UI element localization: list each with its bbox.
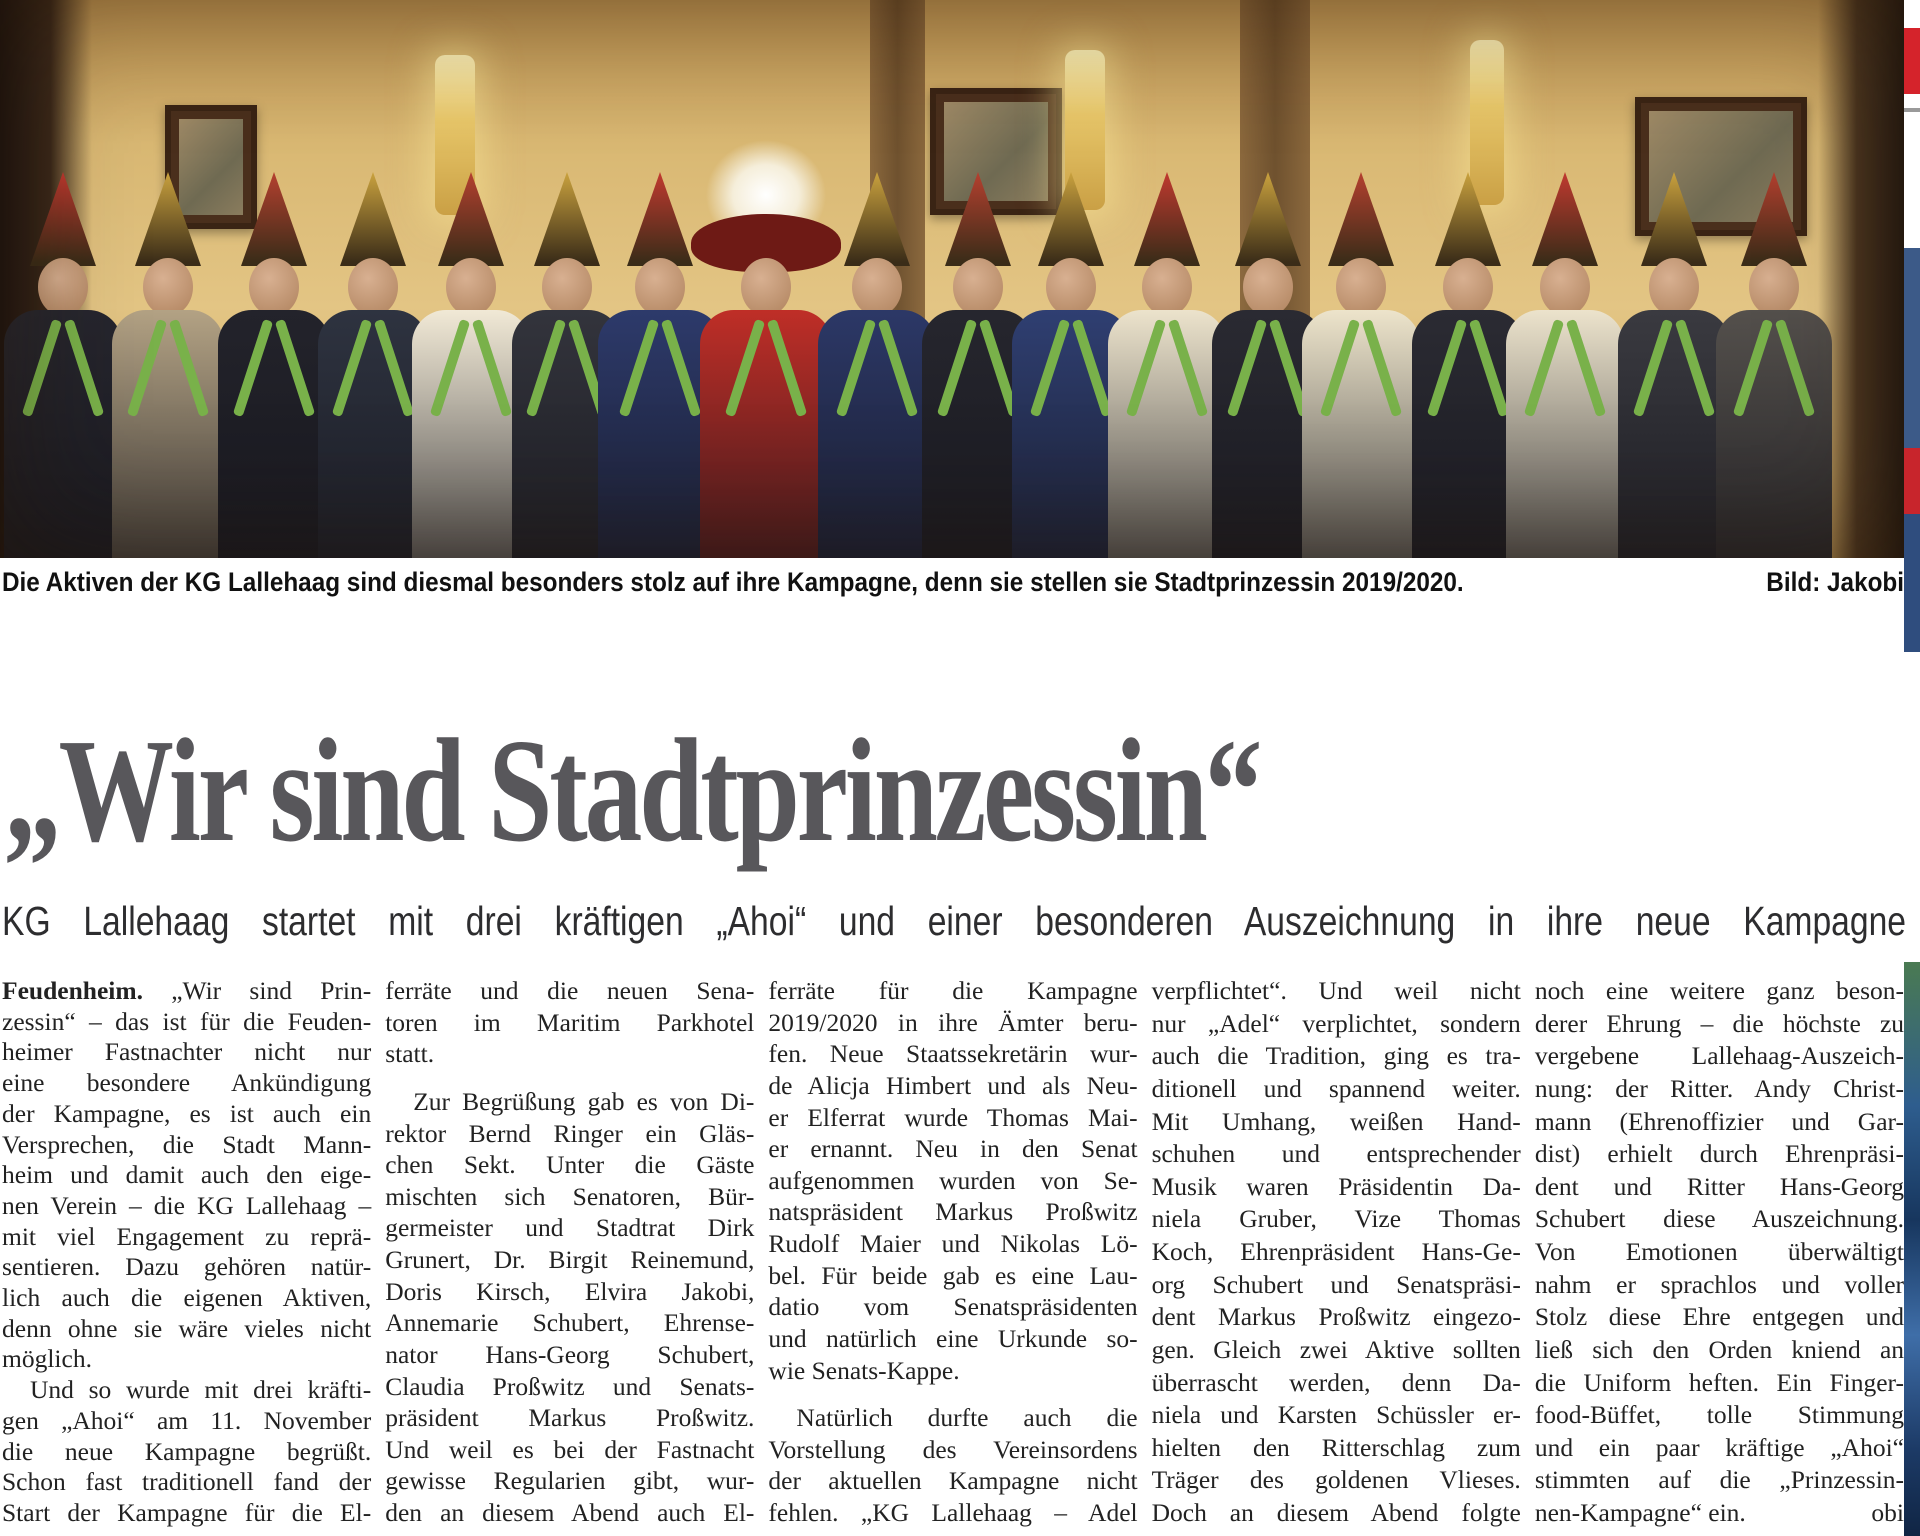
body-line: aufgenommen wurden von Se-: [768, 1165, 1138, 1195]
jester-cap-icon: [1641, 172, 1707, 266]
person-body: [818, 310, 936, 558]
body-line: Versprechen, die Stadt Mann-: [2, 1129, 372, 1159]
body-line: Schubert diese Auszeichnung.: [1534, 1204, 1905, 1234]
body-line: er ernannt. Neu in den Senat: [768, 1134, 1138, 1164]
body-line: Schon fast traditionell fand der: [2, 1467, 372, 1497]
adjacent-page-fragment: [1904, 108, 1920, 112]
body-line: statt.: [385, 1039, 435, 1069]
body-line: nator Hans-Georg Schubert,: [385, 1339, 755, 1369]
person-head: [953, 258, 1003, 316]
body-line-text: nen-Kampagne“ ein.: [1534, 1498, 1746, 1527]
body-line: und ein paar kräftige „Ahoi“: [1534, 1432, 1905, 1462]
body-line: germeister und Stadtrat Dirk: [385, 1213, 755, 1243]
photo-person: [818, 162, 936, 558]
jester-cap-icon: [1435, 172, 1501, 266]
jester-cap-icon: [1741, 172, 1807, 266]
body-line: Und weil es bei der Fastnacht: [385, 1434, 755, 1464]
jester-cap-icon: [1328, 172, 1394, 266]
person-body: [1302, 310, 1420, 558]
person-head: [741, 258, 791, 316]
body-line: [1535, 1498, 1904, 1528]
body-line: Feudenheim. „Wir sind Prin-: [2, 976, 372, 1005]
body-line: die Uniform heften. Ein Finger-: [1534, 1367, 1905, 1397]
person-body: [112, 310, 224, 558]
jester-cap-icon: [340, 172, 406, 266]
body-line: chen Sekt. Unter die Gäste: [385, 1150, 755, 1180]
article-photo: [0, 0, 1904, 558]
adjacent-page-fragment: [1904, 962, 1920, 1536]
body-line: Doris Kirsch, Elvira Jakobi,: [385, 1276, 755, 1306]
body-line: Vorstellung des Vereinsordens: [768, 1434, 1138, 1464]
body-line: Von Emotionen überwältigt: [1534, 1237, 1905, 1266]
body-line: Stolz diese Ehre entgegen und: [1534, 1302, 1905, 1332]
person-head: [1336, 258, 1386, 316]
body-line: vergebene Lallehaag-Auszeich-: [1534, 1041, 1905, 1071]
body-line: mann (Ehrenoffizier und Gar-: [1534, 1106, 1905, 1136]
person-head: [249, 258, 299, 316]
body-line: eine besondere Ankündigung: [2, 1068, 372, 1098]
body-line: präsident Markus Proßwitz.: [385, 1403, 755, 1433]
body-line: Natürlich durfte auch die: [796, 1403, 1138, 1433]
body-line: gewisse Regularien gibt, wur-: [385, 1466, 755, 1496]
body-line: die neue Kampagne begrüßt.: [2, 1436, 372, 1466]
person-body: [700, 310, 832, 558]
body-line: fehlen. „KG Lallehaag – Adel: [768, 1498, 1138, 1527]
photo-person: [218, 198, 330, 558]
body-line: den an diesem Abend auch El-: [385, 1498, 755, 1527]
body-line: der aktuellen Kampagne nicht: [768, 1466, 1138, 1496]
photo-figures: [0, 0, 1904, 558]
photo-person: [1506, 178, 1624, 558]
body-line: überrascht werden, denn Da-: [1151, 1367, 1521, 1397]
body-line: food-Büffet, tolle Stimmung: [1534, 1400, 1905, 1430]
jester-cap-icon: [1235, 172, 1301, 266]
body-line: dent Markus Proßwitz eingezo-: [1151, 1302, 1521, 1332]
photo-credit: Bild: Jakobi: [1766, 566, 1904, 597]
body-line: Träger des goldenen Vlieses.: [1151, 1465, 1521, 1495]
body-line: stimmten auf die „Prinzessin-: [1534, 1465, 1905, 1495]
body-line: mit viel Engagement zu reprä-: [2, 1221, 372, 1251]
jester-cap-icon: [30, 172, 96, 266]
body-line: gen. Gleich zwei Aktive sollten: [1151, 1334, 1521, 1364]
body-line: natspräsident Markus Proßwitz: [768, 1197, 1138, 1227]
jester-cap-icon: [844, 172, 910, 266]
photo-person: [1716, 196, 1832, 558]
body-line: fen. Neue Staatssekretärin wur-: [768, 1039, 1138, 1069]
person-body: [1506, 310, 1624, 558]
jester-cap-icon: [1134, 172, 1200, 266]
person-head: [852, 258, 902, 316]
adjacent-page-fragment: [1904, 514, 1920, 652]
person-body: [4, 310, 122, 558]
body-line: toren im Maritim Parkhotel: [385, 1007, 755, 1037]
jester-cap-icon: [945, 172, 1011, 266]
body-line: er Elferrat wurde Thomas Mai-: [768, 1102, 1138, 1132]
person-head: [1243, 258, 1293, 316]
body-line: Rudolf Maier und Nikolas Lö-: [768, 1229, 1138, 1258]
body-line: nahm er sprachlos und voller: [1534, 1269, 1905, 1299]
body-line: bel. Für beide gab es eine Lau-: [768, 1260, 1138, 1290]
body-line: gen „Ahoi“ am 11. November: [2, 1405, 372, 1435]
person-head: [446, 258, 496, 316]
body-line: möglich.: [2, 1344, 92, 1374]
article-column-5: [1535, 976, 1904, 1528]
body-line: dist) erhielt durch Ehrenpräsi-: [1534, 1139, 1905, 1169]
article-column-4: [1152, 976, 1521, 1528]
jester-cap-icon: [241, 172, 307, 266]
body-line: Annemarie Schubert, Ehrense-: [385, 1308, 755, 1338]
person-body: [218, 310, 330, 558]
article-column-1: [2, 976, 371, 1528]
body-line: datio vom Senatspräsidenten: [768, 1292, 1138, 1322]
author-signature: obi: [1871, 1498, 1905, 1527]
photo-caption: Die Aktiven der KG Lallehaag sind diesmal besonders stolz auf ihre Kampagne, denn sie stellen sie Stadtprinzessin 2019/2020.: [2, 566, 1464, 597]
body-line: wie Senats-Kappe.: [768, 1355, 960, 1385]
article-column-3: [768, 976, 1137, 1528]
body-line: schuhen und entsprechender: [1151, 1139, 1521, 1169]
body-line: Claudia Proßwitz und Senats-: [385, 1371, 755, 1401]
body-line: und natürlich eine Urkunde so-: [768, 1323, 1138, 1353]
photo-person: [112, 172, 224, 558]
photo-caption-row: [2, 562, 1904, 602]
body-line: dent und Ritter Hans-Georg: [1534, 1171, 1905, 1201]
body-line: ferräte für die Kampagne: [768, 976, 1138, 1005]
photo-person: [1108, 178, 1226, 558]
body-line: ferräte und die neuen Sena-: [385, 976, 755, 1005]
body-line: nung: der Ritter. Andy Christ-: [1534, 1073, 1905, 1103]
adjacent-page-fragment: [1904, 448, 1920, 514]
body-line: Mit Umhang, weißen Hand-: [1151, 1106, 1521, 1136]
body-line: Und so wurde mit drei kräfti-: [30, 1375, 372, 1405]
body-line: niela Gruber, Vize Thomas: [1151, 1204, 1521, 1234]
body-line: noch eine weitere ganz beson-: [1534, 976, 1905, 1005]
body-line: Zur Begrüßung gab es von Di-: [413, 1086, 755, 1116]
person-head: [1142, 258, 1192, 316]
body-line: nen Verein – die KG Lallehaag –: [2, 1190, 372, 1220]
jester-cap-icon: [438, 172, 504, 266]
body-line: Start der Kampagne für die El-: [2, 1497, 372, 1527]
body-line: de Alicja Himbert und als Neu-: [768, 1070, 1138, 1100]
body-line: Koch, Ehrenpräsident Hans-Ge-: [1151, 1237, 1521, 1266]
person-head: [1749, 258, 1799, 316]
body-line: verpflichtet“. Und weil nicht: [1151, 976, 1521, 1005]
body-line: niela und Karsten Schüssler er-: [1151, 1400, 1521, 1430]
body-line: derer Ehrung – die höchste zu: [1534, 1008, 1905, 1038]
jester-cap-icon: [1532, 172, 1598, 266]
person-body: [1716, 310, 1832, 558]
body-line: heimer Fastnachter nicht nur: [2, 1037, 372, 1067]
body-line: ditionell und spannend weiter.: [1151, 1073, 1521, 1103]
person-head: [1649, 258, 1699, 316]
body-line: hielten den Ritterschlag zum: [1151, 1432, 1521, 1462]
article-headline: „Wir sind Stadtprinzessin“: [4, 709, 1260, 873]
lead-location: Feudenheim.: [2, 976, 143, 1005]
adjacent-page-edge: [1904, 0, 1920, 1536]
body-line: Musik waren Präsidentin Da-: [1151, 1171, 1521, 1201]
body-line: der Kampagne, es ist auch ein: [2, 1098, 372, 1128]
jester-cap-icon: [627, 172, 693, 266]
person-head: [1443, 258, 1493, 316]
body-line: ließ sich den Orden kniend an: [1534, 1334, 1905, 1364]
body-line: mischten sich Senatoren, Bür-: [385, 1181, 755, 1211]
article-column-2: [385, 976, 754, 1528]
person-head: [348, 258, 398, 316]
body-line: denn ohne sie wäre vieles nicht: [2, 1313, 372, 1343]
article-subheadline-wrap: [2, 898, 1906, 954]
article-columns: [2, 976, 1904, 1528]
jester-cap-icon: [1038, 172, 1104, 266]
person-body: [1618, 310, 1730, 558]
article-subheadline: KG Lallehaag startet mit drei kräftigen „Ahoi“ und einer besonderen Auszeichnung in ihre neue Kampagne: [2, 898, 1907, 944]
adjacent-page-fragment: [1904, 28, 1920, 94]
adjacent-page-fragment: [1904, 248, 1920, 448]
jester-cap-icon: [534, 172, 600, 266]
photo-person: [4, 158, 122, 558]
body-line: Grunert, Dr. Birgit Reinemund,: [385, 1245, 755, 1274]
photo-person: [1618, 188, 1730, 558]
person-head: [635, 258, 685, 316]
body-line: 2019/2020 in ihre Ämter beru-: [768, 1007, 1138, 1037]
body-line: lich auch die eigenen Aktiven,: [2, 1283, 372, 1313]
person-head: [143, 258, 193, 316]
person-head: [542, 258, 592, 316]
person-head: [38, 258, 88, 316]
jester-cap-icon: [135, 172, 201, 266]
photo-person: [700, 138, 832, 558]
person-body: [1108, 310, 1226, 558]
body-line: auch die Tradition, ging es tra-: [1151, 1041, 1521, 1071]
photo-person: [1302, 180, 1420, 558]
body-line: zessin“ – das ist für die Feuden-: [2, 1006, 372, 1036]
body-line: sentieren. Dazu gehören natür-: [2, 1252, 372, 1282]
body-line: org Schubert und Senatspräsi-: [1151, 1269, 1521, 1299]
body-line: heim und damit auch den eige-: [2, 1160, 372, 1190]
person-head: [1540, 258, 1590, 316]
body-line: Doch an diesem Abend folgte: [1151, 1498, 1521, 1527]
body-line: nur „Adel“ verplichtet, sondern: [1151, 1008, 1521, 1038]
body-line: rektor Bernd Ringer ein Gläs-: [385, 1118, 755, 1148]
person-head: [1046, 258, 1096, 316]
